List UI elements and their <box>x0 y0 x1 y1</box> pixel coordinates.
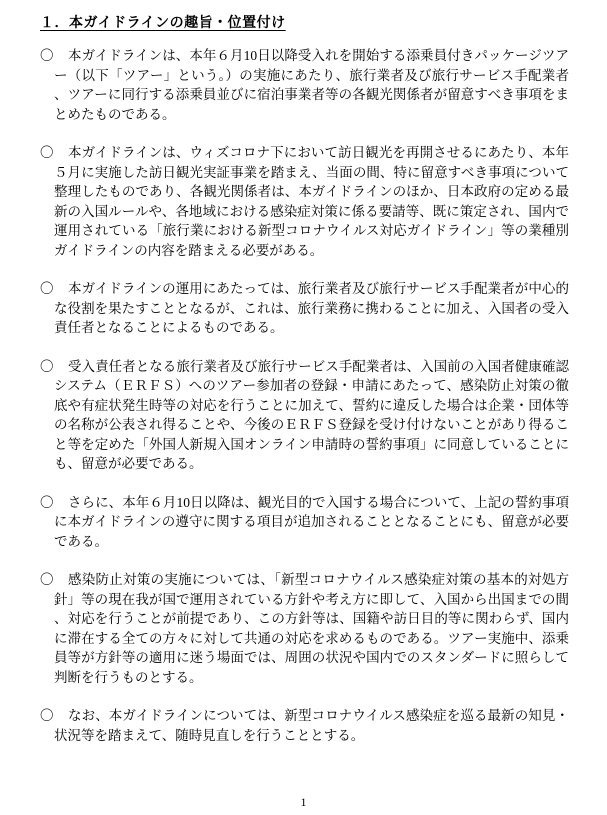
paragraph <box>40 46 569 124</box>
paragraph <box>40 143 569 260</box>
paragraph-text: 本ガイドラインの運用にあたっては、旅行業者及び旅行サービス手配業者が中心的な役割を果たすこととなるが、これは、旅行業務に携わることに加え、入国者の受入責任者となることによるものである。 <box>54 281 569 335</box>
paragraph-text: 本ガイドラインは、本年６月10日以降受入れを開始する添乗員付きパッケージツアー（以下「ツアー」という。）の実施にあたり、旅行業者及び旅行サービス手配業者、ツアーに同行する添乗員並びに宿泊事業者等の各観光関係者が留意すべき事項をまとめたものである。 <box>54 48 569 122</box>
paragraph-text: 本ガイドラインは、ウィズコロナ下において訪日観光を再開させるにあたり、本年５月に実施した訪日観光実証事業を踏まえ、当面の間、特に留意すべき事項について整理したものであり、各観光関係者は、本ガイドラインのほか、日本政府の定める最新の入国ルールや、各地域における感染症対策に係る要請等、既に策定され、国内で運用されている「旅行業における新型コロナウイルス対応ガイドライン」等の業種別ガイドラインの内容を踏まえる必要がある。 <box>54 145 569 258</box>
bullet-marker: 〇 <box>40 48 54 63</box>
paragraph <box>40 570 569 687</box>
paragraph-text: なお、本ガイドラインについては、新型コロナウイルス感染症を巡る最新の知見・状況等を踏まえて、随時見直しを行うこととする。 <box>54 708 569 743</box>
paragraph <box>40 357 569 474</box>
paragraph <box>40 706 569 745</box>
bullet-marker: 〇 <box>40 494 54 510</box>
bullet-marker: 〇 <box>40 358 54 374</box>
bullet-marker: 〇 <box>40 281 54 296</box>
bullet-marker: 〇 <box>40 708 54 723</box>
paragraph-list <box>40 46 569 745</box>
bullet-marker: 〇 <box>40 572 54 587</box>
page-title: １．本ガイドラインの趣旨・位置付け <box>40 14 286 30</box>
paragraph-text: 感染防止対策の実施については、「新型コロナウイルス感染症対策の基本的対処方針」等の現在我が国で運用されている方針や考え方に即して、入国から出国までの間、対応を行うことが前提であり、この方針等は、国籍や訪日目的等に関わらず、国内に滞在する全ての方々に対して共通の対応を求めるものである。ツアー実施中、添乗員等が方針等の適用に迷う場面では、周囲の状況や国内でのスタンダードに照らして判断を行うものとする。 <box>54 572 569 685</box>
page-number: 1 <box>300 795 307 809</box>
paragraph <box>40 279 569 338</box>
paragraph-text: 受入責任者となる旅行業者及び旅行サービス手配業者は、入国前の入国者健康確認システム（ＥＲＦＳ）へのツアー参加者の登録・申請にあたって、感染防止対策の徹底や有症状発生時等の対応を行うことに加えて、誓約に違反した場合は企業・団体等の名称が公表され得ることや、今後のＥＲＦＳ登録を受け付けないことがあり得ること等を定めた「外国人新規入国オンライン申請時の誓約事項」に同意していることにも、留意が必要である。 <box>54 358 569 471</box>
paragraph <box>40 493 569 552</box>
bullet-marker: 〇 <box>40 145 54 160</box>
paragraph-text: さらに、本年６月10日以降は、観光目的で入国する場合について、上記の誓約事項に本ガイドラインの遵守に関する項目が追加されることとなることにも、留意が必要である。 <box>54 494 569 549</box>
